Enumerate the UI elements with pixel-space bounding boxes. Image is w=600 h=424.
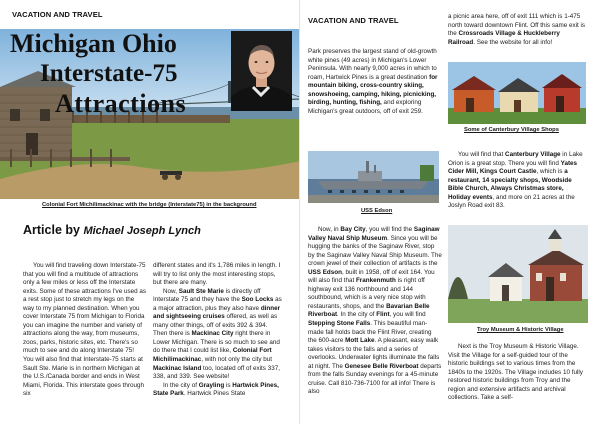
village-caption: Some of Canterbury Village Shops bbox=[464, 127, 559, 133]
paragraph: You will find traveling down Interstate-75 that you will find a multitude of attractions only a few miles or less off the Interstate exits. Some of these attractions I've used as a rest stop just to stretch my legs on the way to my planned destination. When you cover Interstate 75 from Michigan to Florida you can imagine the number and variety of attractions along the way, from museums, zoos, parks, historic sites, etc. There's so much to see and do along Interstate 75! You will also find that Interstate-75 starts at Sault Ste. Marie is in northern Michigan at the U.S./Canada border and ends in West Miami, Florida. This interstate goes through six bbox=[23, 262, 147, 398]
byline-author: Michael Joseph Lynch bbox=[83, 225, 201, 237]
paragraph: In the city of Grayling is Hartwick Pines, State Park. Hartwick Pines State bbox=[153, 381, 279, 398]
author-portrait bbox=[231, 31, 292, 111]
article-column-4 bbox=[448, 13, 588, 47]
paragraph: Now, Sault Ste Marie is directly off Interstate 75 and they have the Soo Locks as a major attraction, plus they also have dinner and sightseeing cruises offered, as well as many other things, off of exits 392 & 394. Then there is Mackinac City right there in Lower Michigan. There is so much to see and do there that I could list like, Colonial Fort Michilimackinac, with not only the city but Mackinac Island too, located off of exits 337, 338, and 339. See website! bbox=[153, 287, 282, 381]
title-line-1: Michigan Ohio bbox=[10, 29, 177, 58]
paragraph: a picnic area here, off of exit 111 which is 1-475 north toward downtown Flint. Off this same exit is the Crossroads Village & Huckleberry Railroad. See the website for all info! bbox=[448, 13, 586, 46]
ship-caption: USS Edson bbox=[361, 208, 393, 214]
paragraph: Park preserves the largest stand of old-growth white pines (49 acres) in Michigan's Lower Peninsula. With nearly 9,000 acres in which to roam, Hartwick Pines is a great destination for mountain biking, cross-country skiing, snowshoeing, camping, hiking, picnicking, birding, hunting, fishing, and exploring Michigan's great outdoors, off of exit 259. bbox=[308, 48, 438, 115]
article-column-4b bbox=[448, 151, 588, 211]
article-column-1 bbox=[23, 262, 146, 399]
article-column-2 bbox=[153, 262, 283, 399]
paragraph: Next is the Troy Museum & Historic Village. Visit the Village for a self-guided tour of the historic buildings set to various times from the 1840s to the 1920s. The Village includes 10 fully restored historic buildings from Troy and the region and extensive artifacts and archival collections. Take a self- bbox=[448, 343, 583, 402]
right-page bbox=[300, 0, 600, 424]
article-column-4c bbox=[448, 343, 588, 403]
article-column-3 bbox=[308, 48, 440, 116]
title-line-2: Interstate-75 bbox=[40, 60, 178, 87]
paragraph: different states and it's 1,786 miles in length. I will try to list only the most interesting stops, but there are many. bbox=[153, 262, 281, 287]
byline-prefix: Article by bbox=[23, 223, 84, 237]
troy-museum-photo bbox=[448, 225, 588, 323]
paragraph: You will find that Canterbury Village in Lake Orion is a great stop. There you will find Yates Cider Mill, Kings Court Castle, which is a restaurant, 14 specialty shops, Woodside Bible Church, Always Christmas store, Holiday events, and more on 21 acres at the Joslyn Road exit 83. bbox=[448, 151, 583, 210]
section-label: VACATION AND TRAVEL bbox=[12, 10, 103, 19]
hero-caption: Colonial Fort Michilimackinac with the bridge (Interstate75) in the background bbox=[42, 202, 257, 208]
section-label: VACATION AND TRAVEL bbox=[308, 16, 399, 25]
title-line-3: Attractions bbox=[55, 89, 187, 118]
village-shops-photo bbox=[448, 62, 586, 124]
ship-photo bbox=[308, 151, 439, 203]
byline bbox=[23, 223, 201, 237]
museum-caption: Troy Museum & Historic Village bbox=[477, 327, 564, 333]
article-column-3b bbox=[308, 226, 442, 397]
paragraph: Now, in Bay City, you will find the Saginaw Valley Naval Ship Museum. Since you will be hugging the banks of the Saginaw River, stop by the Saginaw Valley Naval Ship Museum. The crown jewel of their collection of artifacts is the USS Edson, built in 1958, off of exit 164. You will also find that Frankenmuth is right off highway exit 136 northbound and 144 southbound, which is a very nice stop with restaurants, shops, and the Bavarian Belle Riverboat. In the city of Flint, you will find Stepping Stone Falls. This beautiful man-made fall holds back the Flint River, creating the 600-acre Mott Lake. A pleasant, easy walk takes visitors to the falls and a series of overlooks. Underwater lights illuminate the falls at night. The Genesee Belle Riverboat departs from the falls Sunday evenings for a 45-minute cruise. Call 810-736-7100 for all info! There is also bbox=[308, 226, 442, 396]
